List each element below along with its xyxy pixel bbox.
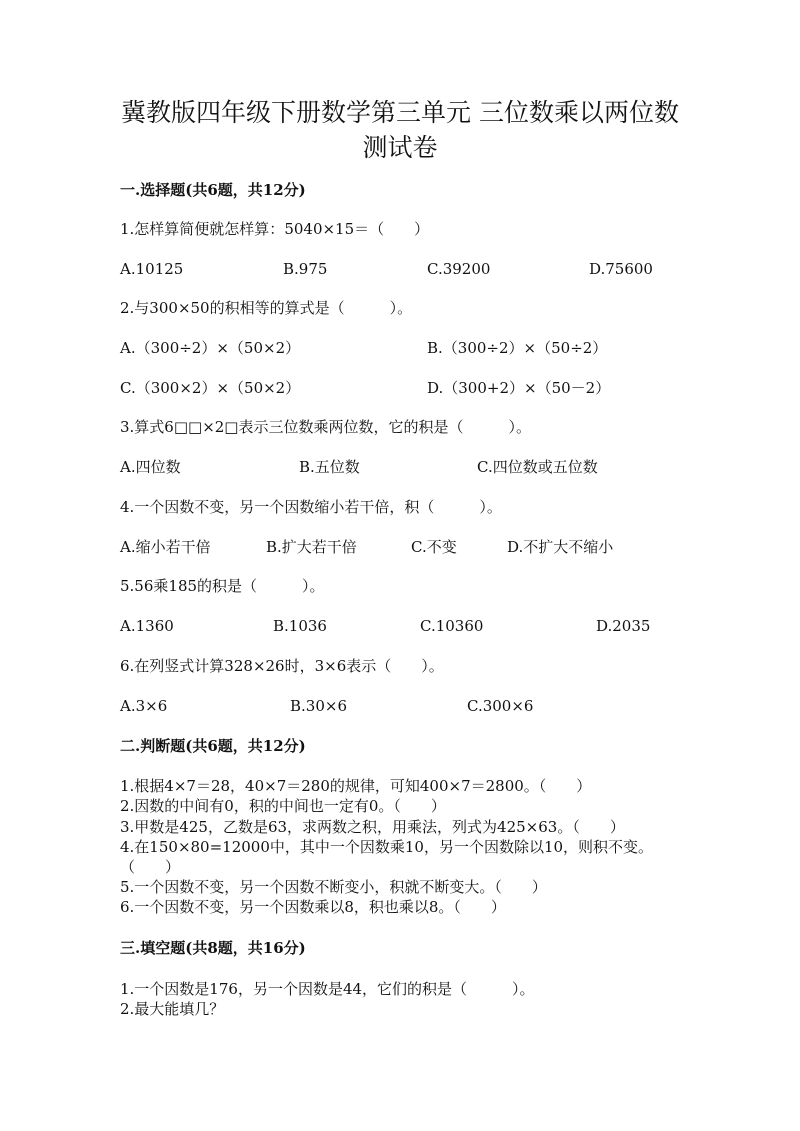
q4-option-b: B.扩大若干倍 bbox=[266, 538, 357, 556]
judgement-item-3: 3.甲数是425，乙数是63，求两数之积，用乘法，列式为425×63。（ ） bbox=[120, 818, 625, 836]
question-3: 3.算式6□□×2□表示三位数乘两位数，它的积是（ ）。 bbox=[120, 418, 531, 436]
q1-option-a: A.10125 bbox=[120, 260, 184, 278]
q4-option-a: A.缩小若干倍 bbox=[120, 538, 211, 556]
q1-option-d: D.75600 bbox=[589, 260, 653, 278]
q4-option-d: D.不扩大不缩小 bbox=[507, 538, 614, 556]
q2-option-a: A.（300÷2）×（50×2） bbox=[120, 339, 301, 357]
question-2: 2.与300×50的积相等的算式是（ ）。 bbox=[120, 299, 413, 317]
section-heading-fill-blank: 三.填空题(共8题，共16分) bbox=[120, 939, 306, 957]
question-4: 4.一个因数不变，另一个因数缩小若干倍，积（ ）。 bbox=[120, 498, 502, 516]
judgement-item-6: 6.一个因数不变，另一个因数乘以8，积也乘以8。（ ） bbox=[120, 898, 506, 916]
q5-option-d: D.2035 bbox=[596, 617, 651, 635]
section-heading-choice: 一.选择题(共6题，共12分) bbox=[120, 181, 306, 199]
question-1: 1.怎样算简便就怎样算：5040×15＝（ ） bbox=[120, 220, 430, 238]
judgement-item-2: 2.因数的中间有0，积的中间也一定有0。（ ） bbox=[120, 797, 446, 815]
q1-option-b: B.975 bbox=[283, 260, 328, 278]
q2-option-b: B.（300÷2）×（50÷2） bbox=[427, 339, 608, 357]
q5-option-c: C.10360 bbox=[420, 617, 484, 635]
q6-option-c: C.300×6 bbox=[467, 697, 534, 715]
q2-option-c: C.（300×2）×（50×2） bbox=[120, 379, 301, 397]
judgement-item-1: 1.根据4×7＝28，40×7＝280的规律，可知400×7＝2800。（ ） bbox=[120, 777, 592, 795]
fill-item-1: 1.一个因数是176，另一个因数是44，它们的积是（ ）。 bbox=[120, 980, 535, 998]
judgement-item-4-bracket: （ ） bbox=[120, 858, 181, 876]
section-heading-judgement: 二.判断题(共6题，共12分) bbox=[120, 737, 306, 755]
document-title-line2: 测试卷 bbox=[362, 133, 438, 162]
document-title-line1: 冀教版四年级下册数学第三单元 三位数乘以两位数 bbox=[121, 98, 679, 127]
question-5: 5.56乘185的积是（ ）。 bbox=[120, 577, 325, 595]
q3-option-c: C.四位数或五位数 bbox=[477, 458, 598, 476]
q2-option-d: D.（300+2）×（50－2） bbox=[427, 379, 611, 397]
q4-option-c: C.不变 bbox=[411, 538, 457, 556]
judgement-item-4: 4.在150×80=12000中，其中一个因数乘10，另一个因数除以10，则积不变。 bbox=[120, 838, 654, 856]
q5-option-a: A.1360 bbox=[120, 617, 174, 635]
q3-option-a: A.四位数 bbox=[120, 458, 181, 476]
q3-option-b: B.五位数 bbox=[299, 458, 360, 476]
q5-option-b: B.1036 bbox=[273, 617, 327, 635]
q6-option-b: B.30×6 bbox=[290, 697, 347, 715]
judgement-item-5: 5.一个因数不变，另一个因数不断变小，积就不断变大。（ ） bbox=[120, 878, 547, 896]
q6-option-a: A.3×6 bbox=[120, 697, 168, 715]
q1-option-c: C.39200 bbox=[427, 260, 491, 278]
fill-item-2: 2.最大能填几？ bbox=[120, 1000, 225, 1018]
question-6: 6.在列竖式计算328×26时，3×6表示（ ）。 bbox=[120, 657, 444, 675]
